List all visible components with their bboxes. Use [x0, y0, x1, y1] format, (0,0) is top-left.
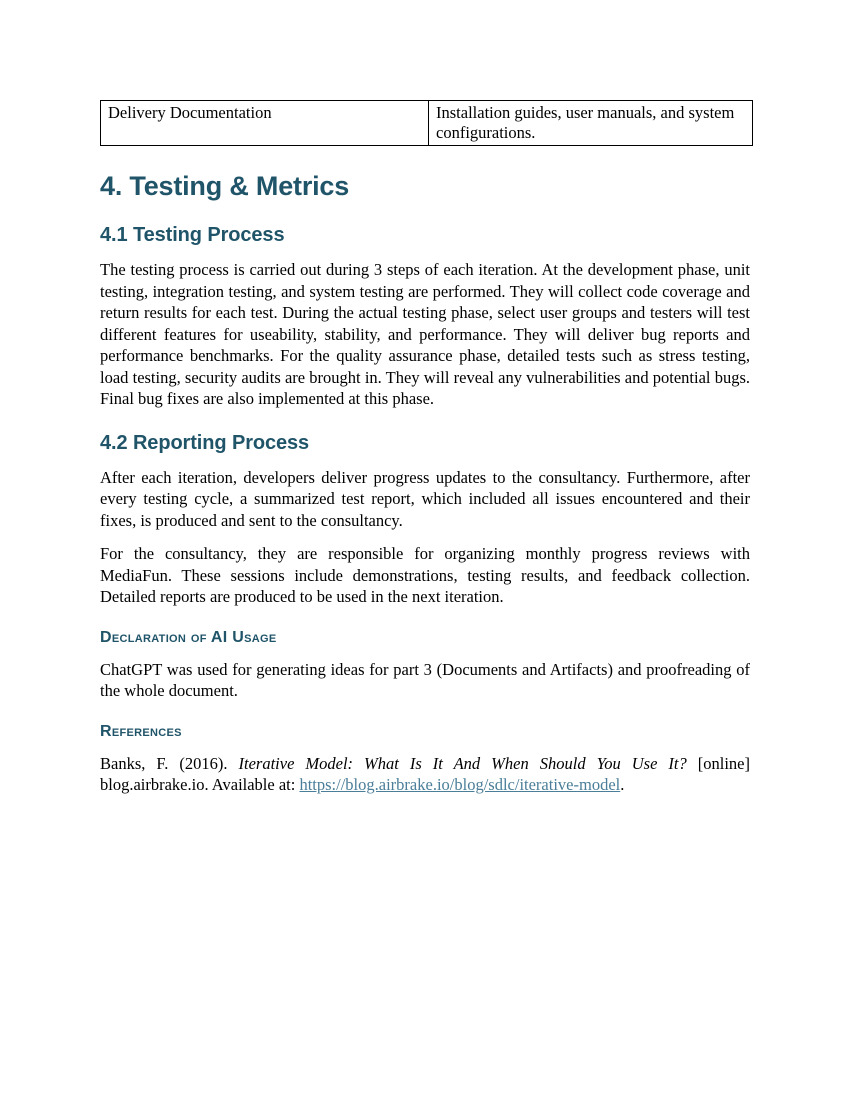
- document-content: [100, 100, 750, 796]
- paragraph-reporting-process-2: For the consultancy, they are responsible for organizing monthly progress reviews with MediaFun. These sessions include demonstrations, testing results, and feedback collection. Detailed reports are produced to be used in the next iteration.: [100, 544, 750, 606]
- reference-authors: Banks, F. (2016).: [100, 753, 239, 773]
- heading-references: References: [100, 722, 182, 740]
- reference-entry: [100, 753, 750, 796]
- subsection-title-reporting-process: 4.2 Reporting Process: [100, 431, 310, 454]
- deliverables-table: [100, 100, 753, 146]
- table-row: [101, 101, 753, 146]
- section-title-testing-metrics: 4. Testing & Metrics: [100, 171, 350, 201]
- paragraph-testing-process: The testing process is carried out during 3 steps of each iteration. At the development phase, unit testing, integration testing, and system testing are performed. They will collect code coverage and return results for each test. During the actual testing phase, select user groups and testers will test different features for useability, stability, and performance. They will deliver bug reports and performance benchmarks. For the quality assurance phase, detailed tests such as stress testing, load testing, security audits are brought in. They will reveal any vulnerabilities and potential bugs. Final bug fixes are also implemented at this phase.: [100, 260, 750, 408]
- reference-suffix: .: [620, 775, 625, 794]
- reference-hyperlink[interactable]: https://blog.airbrake.io/blog/sdlc/iterative-model: [299, 775, 621, 794]
- table-cell-description: Installation guides, user manuals, and system configurations.: [429, 101, 753, 146]
- table-cell-term: Delivery Documentation: [101, 101, 429, 146]
- paragraph-reporting-process-1: After each iteration, developers deliver progress updates to the consultancy. Furthermore, after every testing cycle, a summarized test report, which included all issues encountered and their fixes, is produced and sent to the consultancy.: [100, 467, 750, 530]
- heading-ai-declaration: Declaration of AI Usage: [100, 628, 277, 646]
- paragraph-ai-declaration: ChatGPT was used for generating ideas for part 3 (Documents and Artifacts) and proofreading of the whole document.: [100, 659, 750, 700]
- reference-availability: [online] blog.airbrake.io. Available at:: [100, 753, 750, 794]
- subsection-title-testing-process: 4.1 Testing Process: [100, 224, 285, 246]
- reference-title: Iterative Model: What Is It And When Should You Use It?: [238, 753, 687, 773]
